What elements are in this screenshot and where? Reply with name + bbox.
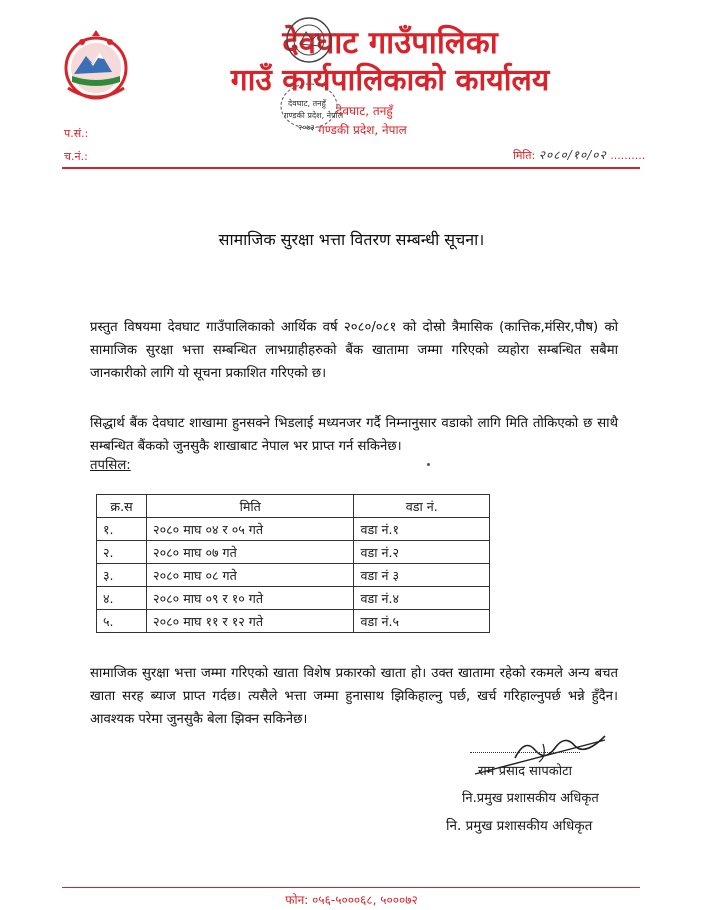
cell-serial: ४. xyxy=(97,587,147,610)
table-row xyxy=(97,610,490,633)
header-divider xyxy=(62,167,640,169)
signature-line xyxy=(470,752,580,753)
office-title-line2: गाउँ कार्यपालिकाको कार्यालय xyxy=(230,63,550,98)
table-row xyxy=(97,518,490,541)
date-dots: .......... xyxy=(610,149,646,162)
government-emblem-icon xyxy=(62,28,130,106)
cell-date: २०८० माघ ११ र १२ गते xyxy=(147,610,354,633)
office-title-line1: देवघाट गाउँपालिका xyxy=(282,25,498,61)
cell-serial: ५. xyxy=(97,610,147,633)
seal-text-line1: देवघाट, तनहुँ xyxy=(288,99,326,108)
table-row xyxy=(97,541,490,564)
cell-date: २०८० माघ ०४ र ०५ गते xyxy=(147,518,354,541)
ink-dot xyxy=(427,463,430,466)
seal-text-line2: गण्डकी प्रदेश, नेपाल xyxy=(284,111,344,120)
cell-ward: वडा नं ३ xyxy=(354,564,490,587)
notice-paragraph-3: सामाजिक सुरक्षा भत्ता जम्मा गरिएको खाता विशेष प्रकारको खाता हो। उक्त खातामा रहेको रकमले अन्य बचत खाता सरह ब्याज प्राप्त गर्दछ। त्यसैले भत्ता जम्मा हुनासाथ झिकिहाल्नु पर्छ, खर्च गरिहाल्नुपर्छ भन्ने हुँदैन। आवश्यक परेमा जुनसुकै बेला झिक्न सकिनेछ। xyxy=(90,666,618,727)
cell-ward: वडा नं.४ xyxy=(354,587,490,610)
cell-date: २०८० माघ ०९ र १० गते xyxy=(147,587,354,610)
cell-serial: ३. xyxy=(97,564,147,587)
notice-paragraph-2: सिद्धार्थ बैंक देवघाट शाखामा हुनसक्ने भिडलाई मध्यनजर गर्दै निम्नानुसार वडाको लागि मिति तोकिएको छ साथै सम्बन्धित बैंकको जुनसुकै शाखाबाट नेपाल भर प्राप्त गर्न सकिनेछ। xyxy=(90,416,618,454)
date-field xyxy=(513,146,645,163)
cell-ward: वडा नं.२ xyxy=(354,541,490,564)
seal-year: २०७३ xyxy=(298,123,315,132)
table-row xyxy=(97,564,490,587)
column-header-ward: वडा नं. xyxy=(354,495,490,518)
table-header-row xyxy=(97,495,490,518)
column-header-serial: क्र.स xyxy=(97,495,147,518)
cell-serial: २. xyxy=(97,541,147,564)
date-label: मिति: xyxy=(513,149,536,162)
table-row xyxy=(97,587,490,610)
column-header-date: मिति xyxy=(147,495,354,518)
designation-stamp: नि. प्रमुख प्रशासकीय अधिकृत xyxy=(446,818,593,834)
ward-schedule-table xyxy=(96,494,490,633)
signatory-post: नि.प्रमुख प्रशासकीय अधिकृत xyxy=(462,791,599,806)
footer-phone: फोन: ०५६-५०००६८, ५०००७२ xyxy=(285,893,418,907)
cell-ward: वडा नं.५ xyxy=(354,610,490,633)
signatory-name: राम प्रसाद सापकोटा xyxy=(478,764,572,779)
cell-ward: वडा नं.१ xyxy=(354,518,490,541)
date-value: २०८०/१०/०२ xyxy=(538,148,607,162)
schedule-label: तपसिल: xyxy=(90,458,131,473)
footer-divider xyxy=(62,887,640,888)
patra-sankhya-label: प.सं.: xyxy=(64,127,89,140)
notice-paragraph-1: प्रस्तुत विषयमा देवघाट गाउँपालिकाको आर्थिक वर्ष २०८०/०८१ को दोस्रो त्रैमासिक (कात्तिक,मंसिर,पौष) को सामाजिक सुरक्षा भत्ता सम्बन्धित लाभग्राहीहरुको बैंक खातामा जम्मा गरिएको व्यहोरा सम्बन्धित सबैमा जानकारीको लागि यो सूचना प्रकाशित गरिएको छ। xyxy=(90,320,618,381)
cell-date: २०८० माघ ०८ गते xyxy=(147,564,354,587)
office-address-line2: गण्डकी प्रदेश, नेपाल xyxy=(318,123,407,137)
notice-heading: सामाजिक सुरक्षा भत्ता वितरण सम्बन्धी सूचना। xyxy=(218,230,485,249)
chalani-number-label: च.नं.: xyxy=(64,150,88,163)
cell-serial: १. xyxy=(97,518,147,541)
cell-date: २०८० माघ ०७ गते xyxy=(147,541,354,564)
office-address-line1: देवघाट, तनहुँ xyxy=(336,104,393,118)
